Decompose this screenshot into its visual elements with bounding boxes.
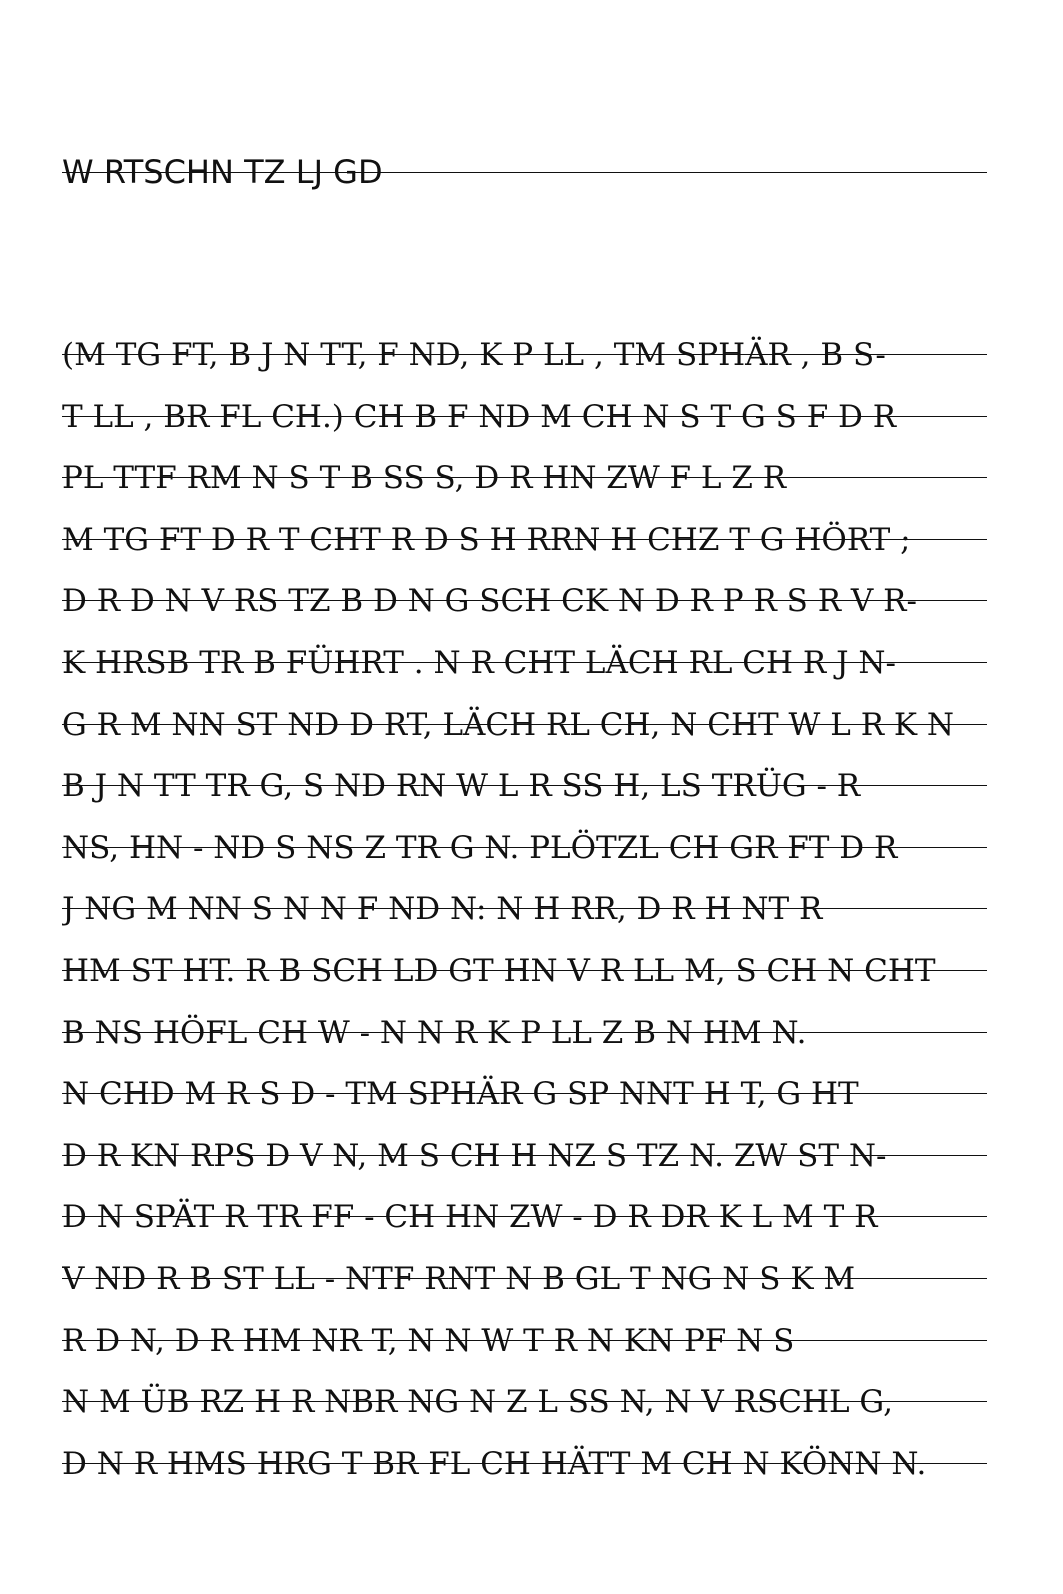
text-line: D N SPÄT R TR FF - CH HN ZW - D R DR K L M T R [62,1187,987,1249]
page-title: W RTSCHN TZ LJ GD [62,148,987,196]
text-line: G R M NN ST ND D RT, LÄCH RL CH, N CHT W L R K N [62,695,987,757]
text-line: J NG M NN S N N F ND N: N H RR, D R H NT R [62,879,987,941]
text-line: (M TG FT, B J N TT, F ND, K P LL , TM SPHÄR , B S- [62,325,987,387]
text-line: N CHD M R S D - TM SPHÄR G SP NNT H T, G HT [62,1064,987,1126]
text-line: N M ÜB RZ H R NBR NG N Z L SS N, N V RSCHL G, [62,1372,987,1434]
text-line: V ND R B ST LL - NTF RNT N B GL T NG N S K M [62,1249,987,1311]
text-line: K HRSB TR B FÜHRT . N R CHT LÄCH RL CH R J N- [62,633,987,695]
body-text [62,325,987,1495]
text-line: B NS HÖFL CH W - N N R K P LL Z B N HM N. [62,1003,987,1065]
text-line: D R D N V RS TZ B D N G SCH CK N D R P R S R V R- [62,571,987,633]
text-line: HM ST HT. R B SCH LD GT HN V R LL M, S CH N CHT [62,941,987,1003]
text-line: PL TTF RM N S T B SS S, D R HN ZW F L Z R [62,448,987,510]
text-line: R D N, D R HM NR T, N N W T R N KN PF N S [62,1311,987,1373]
text-line: B J N TT TR G, S ND RN W L R SS H, LS TRÜG - R [62,756,987,818]
text-line: M TG FT D R T CHT R D S H RRN H CHZ T G HÖRT ; [62,510,987,572]
text-line: D R KN RPS D V N, M S CH H NZ S TZ N. ZW ST N- [62,1126,987,1188]
text-line: NS, HN - ND S NS Z TR G N. PLÖTZL CH GR FT D R [62,818,987,880]
text-line: D N R HMS HRG T BR FL CH HÄTT M CH N KÖNN N. [62,1434,987,1496]
text-line: T LL , BR FL CH.) CH B F ND M CH N S T G S F D R [62,387,987,449]
